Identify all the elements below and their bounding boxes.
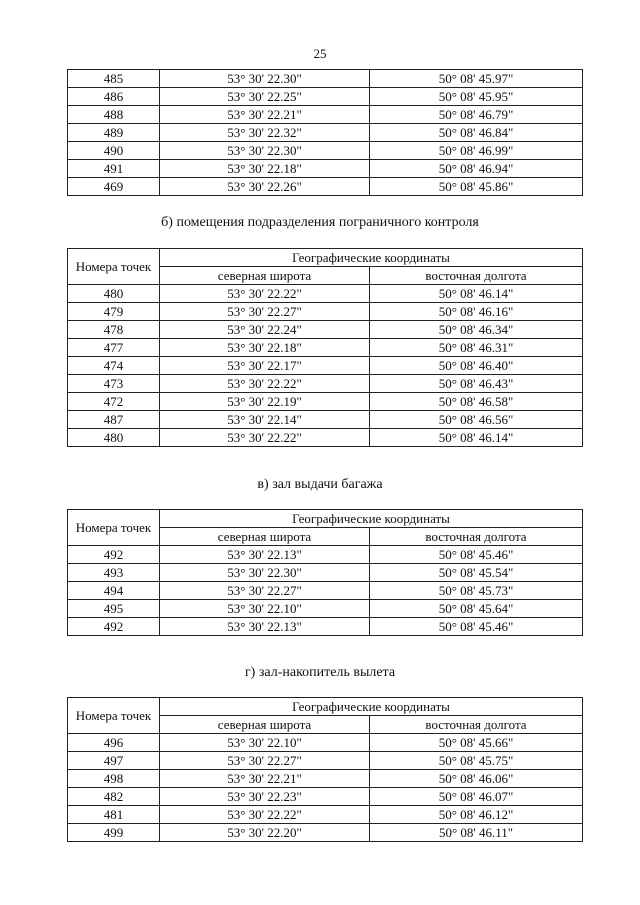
longitude-cell: 50° 08' 45.46" [370, 546, 583, 564]
point-number-cell: 489 [68, 124, 160, 142]
header-point-numbers: Номера точек [68, 698, 160, 734]
latitude-cell: 53° 30' 22.23" [160, 788, 370, 806]
point-number-cell: 497 [68, 752, 160, 770]
section-title-departure-lounge: г) зал-накопитель вылета [244, 665, 396, 680]
latitude-cell: 53° 30' 22.25" [160, 88, 370, 106]
point-number-cell: 480 [68, 285, 160, 303]
longitude-cell: 50° 08' 45.66" [370, 734, 583, 752]
point-number-cell: 474 [68, 357, 160, 375]
table-body [68, 70, 583, 196]
section-title-baggage-claim: в) зал выдачи багажа [257, 477, 383, 492]
longitude-cell: 50° 08' 46.58" [370, 393, 583, 411]
point-number-cell: 496 [68, 734, 160, 752]
longitude-cell: 50° 08' 45.73" [370, 582, 583, 600]
table-row [68, 142, 583, 160]
longitude-cell: 50° 08' 45.75" [370, 752, 583, 770]
header-east-longitude: восточная долгота [370, 716, 583, 734]
latitude-cell: 53° 30' 22.14" [160, 411, 370, 429]
table-body [68, 285, 583, 447]
table-row [68, 339, 583, 357]
latitude-cell: 53° 30' 22.18" [160, 339, 370, 357]
longitude-cell: 50° 08' 46.94" [370, 160, 583, 178]
table-row [68, 393, 583, 411]
latitude-cell: 53° 30' 22.30" [160, 70, 370, 88]
table-row [68, 618, 583, 636]
latitude-cell: 53° 30' 22.20" [160, 824, 370, 842]
point-number-cell: 480 [68, 429, 160, 447]
point-number-cell: 478 [68, 321, 160, 339]
longitude-cell: 50° 08' 46.14" [370, 429, 583, 447]
latitude-cell: 53° 30' 22.18" [160, 160, 370, 178]
table-row [68, 429, 583, 447]
longitude-cell: 50° 08' 46.16" [370, 303, 583, 321]
table-row [68, 582, 583, 600]
point-number-cell: 493 [68, 564, 160, 582]
table-row [68, 788, 583, 806]
point-number-cell: 492 [68, 546, 160, 564]
point-number-cell: 494 [68, 582, 160, 600]
longitude-cell: 50° 08' 45.97" [370, 70, 583, 88]
point-number-cell: 498 [68, 770, 160, 788]
longitude-cell: 50° 08' 46.79" [370, 106, 583, 124]
point-number-cell: 499 [68, 824, 160, 842]
longitude-cell: 50° 08' 46.31" [370, 339, 583, 357]
latitude-cell: 53° 30' 22.22" [160, 429, 370, 447]
table-row [68, 564, 583, 582]
page-number: 25 [313, 46, 327, 61]
table-row [68, 752, 583, 770]
latitude-cell: 53° 30' 22.27" [160, 752, 370, 770]
latitude-cell: 53° 30' 22.27" [160, 303, 370, 321]
point-number-cell: 492 [68, 618, 160, 636]
longitude-cell: 50° 08' 46.84" [370, 124, 583, 142]
longitude-cell: 50° 08' 45.64" [370, 600, 583, 618]
latitude-cell: 53° 30' 22.17" [160, 357, 370, 375]
header-north-latitude: северная широта [160, 267, 370, 285]
longitude-cell: 50° 08' 46.43" [370, 375, 583, 393]
point-number-cell: 487 [68, 411, 160, 429]
header-point-numbers: Номера точек [68, 510, 160, 546]
point-number-cell: 469 [68, 178, 160, 196]
point-number-cell: 488 [68, 106, 160, 124]
latitude-cell: 53° 30' 22.30" [160, 142, 370, 160]
longitude-cell: 50° 08' 46.14" [370, 285, 583, 303]
coords-table-departure-lounge [67, 697, 583, 842]
table-body [68, 546, 583, 636]
latitude-cell: 53° 30' 22.30" [160, 564, 370, 582]
latitude-cell: 53° 30' 22.21" [160, 106, 370, 124]
table-row [68, 770, 583, 788]
table-row [68, 106, 583, 124]
coords-table-continuation [67, 69, 583, 196]
table-row [68, 357, 583, 375]
table-row [68, 600, 583, 618]
latitude-cell: 53° 30' 22.22" [160, 806, 370, 824]
longitude-cell: 50° 08' 46.34" [370, 321, 583, 339]
latitude-cell: 53° 30' 22.22" [160, 375, 370, 393]
latitude-cell: 53° 30' 22.24" [160, 321, 370, 339]
table-row [68, 806, 583, 824]
latitude-cell: 53° 30' 22.32" [160, 124, 370, 142]
point-number-cell: 481 [68, 806, 160, 824]
header-north-latitude: северная широта [160, 716, 370, 734]
longitude-cell: 50° 08' 46.12" [370, 806, 583, 824]
header-geo-coordinates: Географические координаты [160, 698, 583, 716]
coords-table-baggage-claim [67, 509, 583, 636]
point-number-cell: 479 [68, 303, 160, 321]
longitude-cell: 50° 08' 46.40" [370, 357, 583, 375]
point-number-cell: 495 [68, 600, 160, 618]
latitude-cell: 53° 30' 22.21" [160, 770, 370, 788]
point-number-cell: 491 [68, 160, 160, 178]
table-row [68, 734, 583, 752]
table-row [68, 70, 583, 88]
table-row [68, 88, 583, 106]
point-number-cell: 485 [68, 70, 160, 88]
latitude-cell: 53° 30' 22.10" [160, 734, 370, 752]
header-east-longitude: восточная долгота [370, 267, 583, 285]
header-north-latitude: северная широта [160, 528, 370, 546]
point-number-cell: 490 [68, 142, 160, 160]
latitude-cell: 53° 30' 22.10" [160, 600, 370, 618]
table-row [68, 824, 583, 842]
point-number-cell: 473 [68, 375, 160, 393]
latitude-cell: 53° 30' 22.26" [160, 178, 370, 196]
table-row [68, 411, 583, 429]
table-row [68, 178, 583, 196]
table-row [68, 375, 583, 393]
header-geo-coordinates: Географические координаты [160, 249, 583, 267]
coords-table-border-control [67, 248, 583, 447]
longitude-cell: 50° 08' 45.54" [370, 564, 583, 582]
section-title-border-control: б) помещения подразделения пограничного контроля [161, 215, 479, 230]
table-row [68, 160, 583, 178]
point-number-cell: 477 [68, 339, 160, 357]
latitude-cell: 53° 30' 22.13" [160, 546, 370, 564]
point-number-cell: 482 [68, 788, 160, 806]
longitude-cell: 50° 08' 46.06" [370, 770, 583, 788]
table-body [68, 734, 583, 842]
table-row [68, 546, 583, 564]
longitude-cell: 50° 08' 46.07" [370, 788, 583, 806]
table-row [68, 321, 583, 339]
header-east-longitude: восточная долгота [370, 528, 583, 546]
table-row [68, 285, 583, 303]
table-row [68, 124, 583, 142]
longitude-cell: 50° 08' 45.46" [370, 618, 583, 636]
header-point-numbers: Номера точек [68, 249, 160, 285]
longitude-cell: 50° 08' 46.11" [370, 824, 583, 842]
header-geo-coordinates: Географические координаты [160, 510, 583, 528]
point-number-cell: 486 [68, 88, 160, 106]
longitude-cell: 50° 08' 46.99" [370, 142, 583, 160]
longitude-cell: 50° 08' 45.86" [370, 178, 583, 196]
table-row [68, 303, 583, 321]
latitude-cell: 53° 30' 22.27" [160, 582, 370, 600]
longitude-cell: 50° 08' 46.56" [370, 411, 583, 429]
latitude-cell: 53° 30' 22.13" [160, 618, 370, 636]
point-number-cell: 472 [68, 393, 160, 411]
latitude-cell: 53° 30' 22.19" [160, 393, 370, 411]
longitude-cell: 50° 08' 45.95" [370, 88, 583, 106]
latitude-cell: 53° 30' 22.22" [160, 285, 370, 303]
